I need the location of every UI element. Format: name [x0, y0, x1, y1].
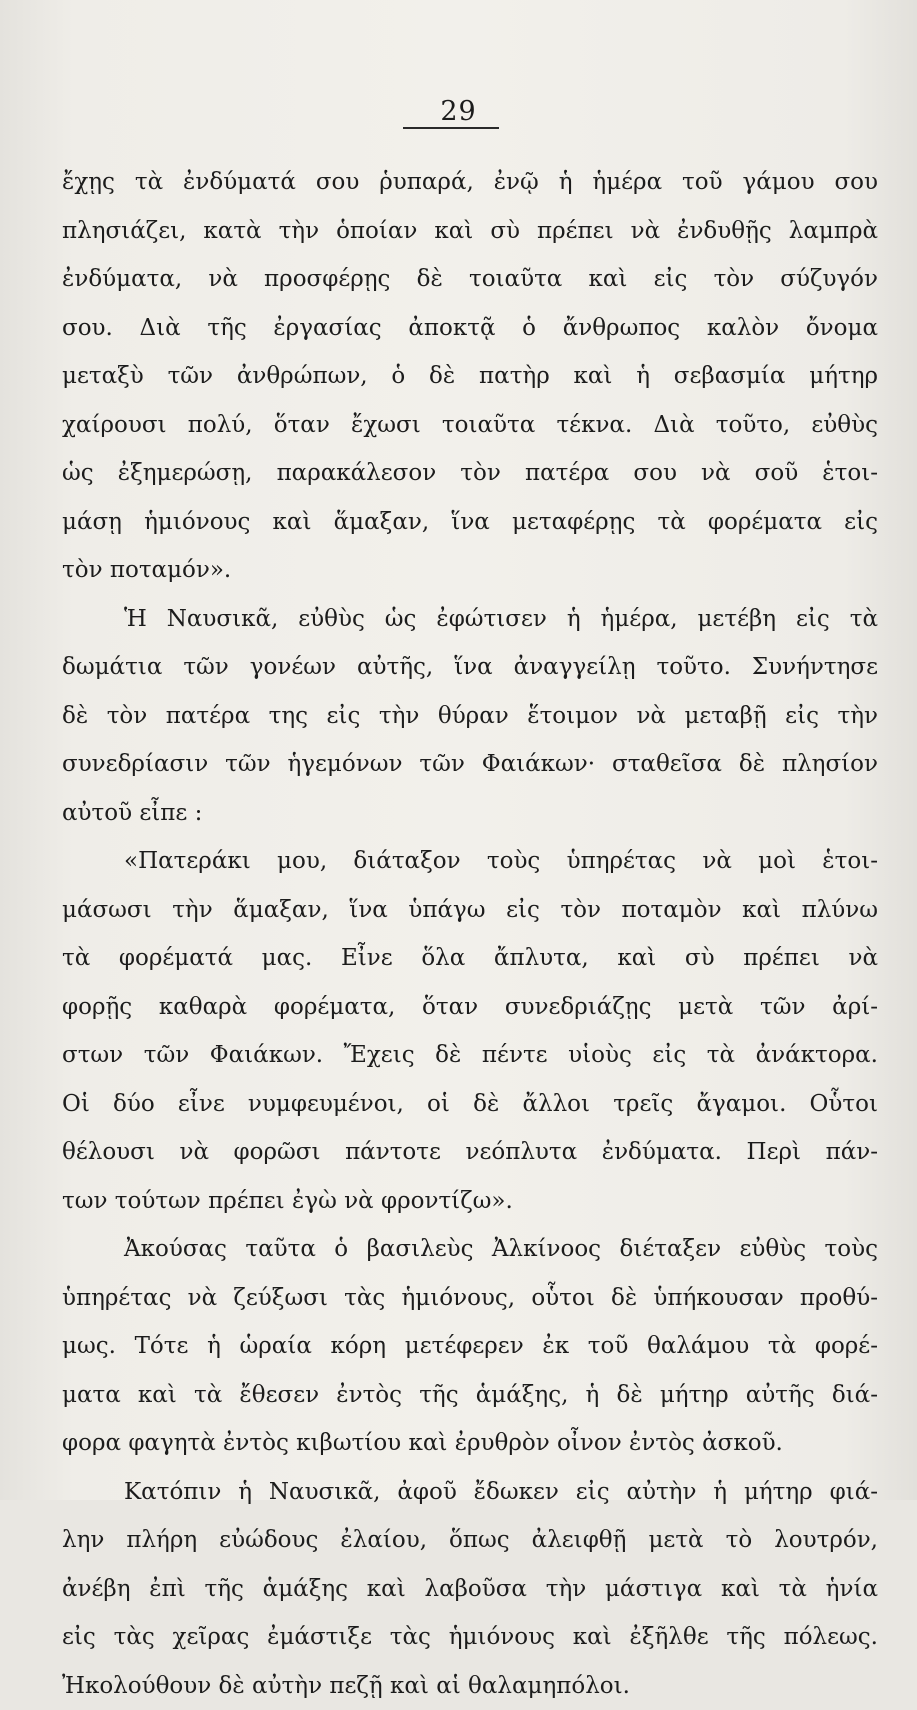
text-line: Οἱ δύο εἶνε νυμφευμένοι, οἱ δὲ ἄλλοι τρεῖς ἄγαμοι. Οὗτοι — [62, 1080, 878, 1129]
text-line: ἐνδύματα, νὰ προσφέρῃς δὲ τοιαῦτα καὶ εἰς τὸν σύζυγόν — [62, 255, 878, 304]
text-line: Ἀκούσας ταῦτα ὁ βασιλεὺς Ἀλκίνοος διέταξεν εὐθὺς τοὺς — [62, 1225, 878, 1274]
text-line: στων τῶν Φαιάκων. Ἔχεις δὲ πέντε υἱοὺς εἰς τὰ ἀνάκτορα. — [62, 1031, 878, 1080]
paragraph — [62, 158, 878, 595]
text-line: Ἠκολούθουν δὲ αὐτὴν πεζῇ καὶ αἱ θαλαμηπόλοι. — [62, 1662, 878, 1710]
text-line: μως. Τότε ἡ ὡραία κόρη μετέφερεν ἐκ τοῦ θαλάμου τὰ φορέ- — [62, 1322, 878, 1371]
text-line: θέλουσι νὰ φορῶσι πάντοτε νεόπλυτα ἐνδύματα. Περὶ πάν- — [62, 1128, 878, 1177]
text-line: τὰ φορέματά μας. Εἶνε ὅλα ἄπλυτα, καὶ σὺ πρέπει νὰ — [62, 934, 878, 983]
text-line: ἔχῃς τὰ ἐνδύματά σου ῥυπαρά, ἐνῷ ἡ ἡμέρα τοῦ γάμου σου — [62, 158, 878, 207]
text-line: χαίρουσι πολύ, ὅταν ἔχωσι τοιαῦτα τέκνα. Διὰ τοῦτο, εὐθὺς — [62, 401, 878, 450]
paragraph — [62, 837, 878, 1225]
paragraph — [62, 595, 878, 838]
text-line: σου. Διὰ τῆς ἐργασίας ἀποκτᾷ ὁ ἄνθρωπος καλὸν ὄνομα — [62, 304, 878, 353]
text-line: φορῇς καθαρὰ φορέματα, ὅταν συνεδριάζῃς μετὰ τῶν ἀρί- — [62, 983, 878, 1032]
text-line: αὐτοῦ εἶπε : — [62, 789, 878, 838]
text-line: δωμάτια τῶν γονέων αὐτῆς, ἵνα ἀναγγείλῃ τοῦτο. Συνήντησε — [62, 643, 878, 692]
text-line: ὡς ἐξημερώσῃ, παρακάλεσον τὸν πατέρα σου νὰ σοῦ ἑτοι- — [62, 449, 878, 498]
text-line: ὑπηρέτας νὰ ζεύξωσι τὰς ἡμιόνους, οὗτοι δὲ ὑπήκουσαν προθύ- — [62, 1274, 878, 1323]
text-line: μεταξὺ τῶν ἀνθρώπων, ὁ δὲ πατὴρ καὶ ἡ σεβασμία μήτηρ — [62, 352, 878, 401]
text-line: φορα φαγητὰ ἐντὸς κιβωτίου καὶ ἐρυθρὸν οἶνον ἐντὸς ἀσκοῦ. — [62, 1419, 878, 1468]
page-number: 29 — [0, 96, 917, 127]
text-line: ἀνέβη ἐπὶ τῆς ἁμάξης καὶ λαβοῦσα τὴν μάστιγα καὶ τὰ ἡνία — [62, 1565, 878, 1614]
text-line: εἰς τὰς χεῖρας ἐμάστιξε τὰς ἡμιόνους καὶ ἐξῆλθε τῆς πόλεως. — [62, 1613, 878, 1662]
text-line: συνεδρίασιν τῶν ἡγεμόνων τῶν Φαιάκων· σταθεῖσα δὲ πλησίον — [62, 740, 878, 789]
text-line: πλησιάζει, κατὰ τὴν ὁποίαν καὶ σὺ πρέπει νὰ ἐνδυθῇς λαμπρὰ — [62, 207, 878, 256]
text-line: Ἡ Ναυσικᾶ, εὐθὺς ὡς ἐφώτισεν ἡ ἡμέρα, μετέβη εἰς τὰ — [62, 595, 878, 644]
text-line: δὲ τὸν πατέρα της εἰς τὴν θύραν ἕτοιμον νὰ μεταβῇ εἰς τὴν — [62, 692, 878, 741]
text-line: τὸν ποταμόν». — [62, 546, 878, 595]
paragraph — [62, 1225, 878, 1468]
text-line: Κατόπιν ἡ Ναυσικᾶ, ἀφοῦ ἔδωκεν εἰς αὐτὴν ἡ μήτηρ φιά- — [62, 1468, 878, 1517]
paragraph — [62, 1468, 878, 1710]
text-line: «Πατεράκι μου, διάταξον τοὺς ὑπηρέτας νὰ μοὶ ἑτοι- — [62, 837, 878, 886]
text-line: μάσῃ ἡμιόνους καὶ ἅμαξαν, ἵνα μεταφέρῃς τὰ φορέματα εἰς — [62, 498, 878, 547]
text-line: λην πλήρη εὐώδους ἐλαίου, ὅπως ἀλειφθῇ μετὰ τὸ λουτρόν, — [62, 1516, 878, 1565]
text-line: μάσωσι τὴν ἅμαξαν, ἵνα ὑπάγω εἰς τὸν ποταμὸν καὶ πλύνω — [62, 886, 878, 935]
body-text — [62, 158, 878, 1710]
text-line: ματα καὶ τὰ ἔθεσεν ἐντὸς τῆς ἁμάξης, ἡ δὲ μήτηρ αὐτῆς διά- — [62, 1371, 878, 1420]
text-line: των τούτων πρέπει ἐγὼ νὰ φροντίζω». — [62, 1177, 878, 1226]
page-number-rule — [403, 127, 499, 129]
